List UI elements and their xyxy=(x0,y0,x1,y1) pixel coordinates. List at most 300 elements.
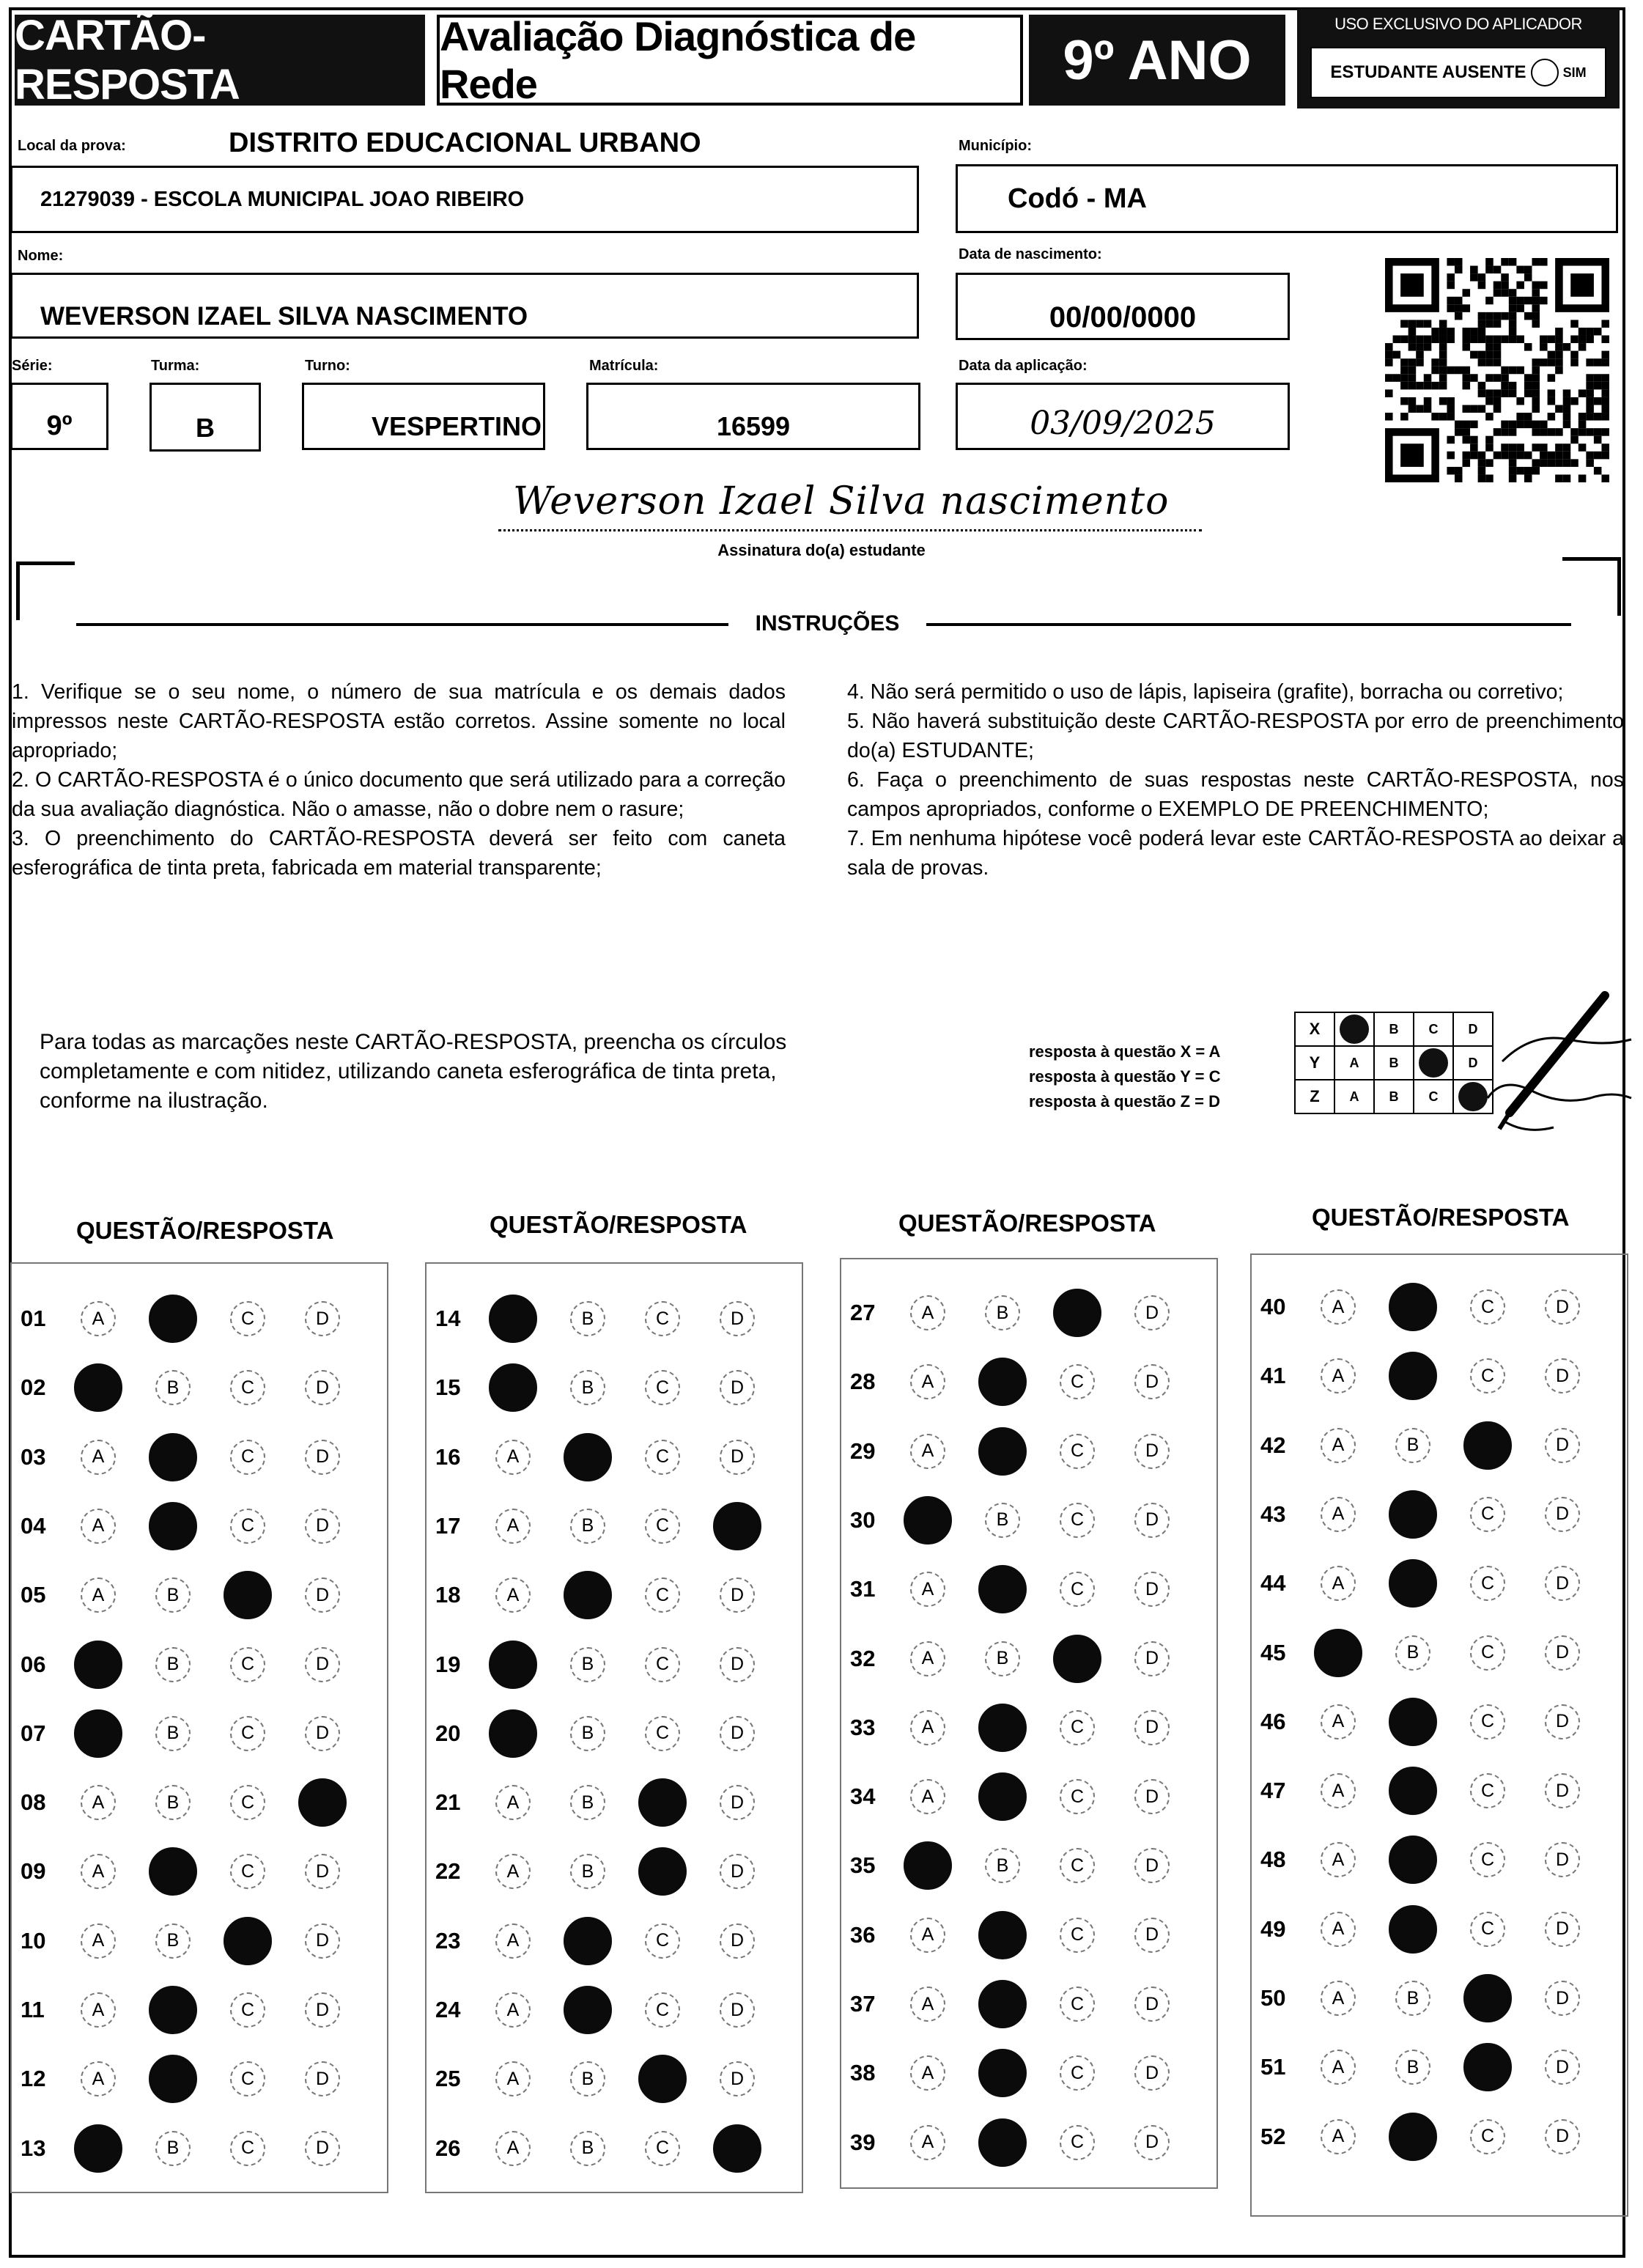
bubble-option[interactable]: C xyxy=(1470,2119,1505,2154)
bubble-filled[interactable] xyxy=(149,1295,197,1343)
bubble-option[interactable]: D xyxy=(720,1647,755,1682)
question-number: 24 xyxy=(435,1997,461,2022)
question-row xyxy=(1250,2033,1620,2102)
bubble-option[interactable]: D xyxy=(305,1992,340,2028)
bubble-filled[interactable] xyxy=(1389,1905,1437,1954)
question-row xyxy=(1250,1619,1620,1687)
bubble-filled[interactable] xyxy=(638,1778,687,1827)
bubble-option[interactable]: B xyxy=(570,2131,605,2166)
bubble-filled[interactable] xyxy=(1389,1698,1437,1746)
bubble-option[interactable]: D xyxy=(720,1716,755,1751)
question-number: 20 xyxy=(435,1720,461,1746)
question-number: 01 xyxy=(21,1306,46,1331)
question-row xyxy=(840,1762,1209,1831)
bubble-option[interactable]: C xyxy=(1060,1848,1095,1883)
bubble-option[interactable]: C xyxy=(1470,1912,1505,1947)
bubble-option[interactable]: D xyxy=(1545,1358,1580,1393)
question-row xyxy=(840,1278,1209,1347)
bubble-option[interactable]: B xyxy=(570,1301,605,1336)
instructions-rule-right xyxy=(926,623,1571,626)
question-row xyxy=(10,1907,380,1976)
bubble-option[interactable]: A xyxy=(1321,1773,1356,1808)
bubble-option[interactable]: B xyxy=(570,1370,605,1405)
question-row xyxy=(425,1561,794,1630)
aplicacao-field xyxy=(956,383,1290,450)
bubble-option[interactable]: A xyxy=(81,1854,116,1889)
example-legend-y: resposta à questão Y = C xyxy=(1029,1067,1221,1086)
bubble-filled[interactable] xyxy=(564,1917,612,1965)
bubble-option[interactable]: A xyxy=(910,1572,945,1607)
bubble-option[interactable]: D xyxy=(1545,1704,1580,1739)
bubble-option[interactable]: A xyxy=(1321,1566,1356,1601)
question-row xyxy=(840,1486,1209,1555)
bubble-option[interactable]: D xyxy=(1134,1641,1170,1676)
example-legend xyxy=(1029,1039,1220,1114)
bubble-option[interactable]: B xyxy=(570,2061,605,2096)
question-row xyxy=(10,1492,380,1561)
bubble-option[interactable]: D xyxy=(1134,1987,1170,2022)
bubble-option[interactable]: D xyxy=(1545,1912,1580,1947)
bubble-option[interactable]: B xyxy=(985,1641,1020,1676)
bubble-option[interactable]: A xyxy=(81,1440,116,1475)
bubble-option[interactable]: D xyxy=(720,1992,755,2028)
question-number: 45 xyxy=(1260,1639,1286,1665)
bubble-option[interactable]: C xyxy=(645,2131,680,2166)
bubble-option[interactable]: D xyxy=(1134,1710,1170,1745)
bubble-option[interactable]: D xyxy=(720,1577,755,1613)
bubble-option[interactable]: A xyxy=(81,1509,116,1544)
question-number: 49 xyxy=(1260,1915,1286,1942)
column-title: QUESTÃO/RESPOSTA xyxy=(490,1211,747,1238)
question-number: 31 xyxy=(850,1576,876,1602)
bubble-option[interactable]: C xyxy=(230,1440,265,1475)
bubble-option[interactable]: D xyxy=(1134,1503,1170,1538)
bubble-option[interactable]: D xyxy=(1134,2125,1170,2160)
pen-hand-illustration xyxy=(1458,988,1634,1157)
bubble-filled[interactable] xyxy=(978,1704,1027,1752)
bubble-option[interactable]: B xyxy=(570,1509,605,1544)
bubble-option[interactable]: A xyxy=(1321,1842,1356,1877)
bubble-option[interactable]: A xyxy=(1321,1358,1356,1393)
bubble-option[interactable]: C xyxy=(1470,1842,1505,1877)
bubble-filled[interactable] xyxy=(978,2049,1027,2097)
bubble-option[interactable]: A xyxy=(910,2055,945,2091)
question-row xyxy=(425,2044,794,2113)
bubble-option[interactable]: D xyxy=(1545,2050,1580,2085)
question-row xyxy=(840,1624,1209,1693)
question-number: 11 xyxy=(21,1997,45,2022)
bubble-option[interactable]: D xyxy=(720,1923,755,1959)
question-number: 02 xyxy=(21,1374,46,1401)
bubble-option[interactable]: A xyxy=(81,1992,116,2028)
bubble-option[interactable]: D xyxy=(720,1440,755,1475)
bubble-option[interactable]: D xyxy=(720,2061,755,2096)
bubble-option[interactable]: A xyxy=(1321,1497,1356,1532)
question-number: 51 xyxy=(1260,2054,1286,2080)
bubble-option[interactable]: C xyxy=(645,1716,680,1751)
bubble-filled[interactable] xyxy=(1389,1767,1437,1815)
bubble-option[interactable]: A xyxy=(81,1301,116,1336)
bubble-option[interactable]: C xyxy=(645,1577,680,1613)
example-option: B xyxy=(1374,1046,1414,1080)
bubble-option[interactable]: C xyxy=(1470,1497,1505,1532)
bubble-option[interactable]: B xyxy=(985,1295,1020,1330)
matricula-field xyxy=(586,383,920,450)
bubble-option[interactable]: C xyxy=(230,1854,265,1889)
bubble-filled[interactable] xyxy=(1053,1635,1101,1683)
bubble-option[interactable]: C xyxy=(230,1785,265,1820)
bubble-option[interactable]: C xyxy=(645,1923,680,1959)
bubble-option[interactable]: C xyxy=(230,1301,265,1336)
question-row xyxy=(10,1630,380,1699)
bubble-option[interactable]: D xyxy=(1545,1773,1580,1808)
bubble-filled[interactable] xyxy=(74,1709,122,1758)
bubble-option[interactable]: B xyxy=(985,1503,1020,1538)
question-row xyxy=(1250,1341,1620,1410)
question-number: 38 xyxy=(850,2060,876,2086)
question-row xyxy=(840,1555,1209,1624)
bubble-filled[interactable] xyxy=(904,1841,952,1890)
bubble-option[interactable]: C xyxy=(1060,1572,1095,1607)
bubble-option[interactable]: D xyxy=(305,1716,340,1751)
question-row xyxy=(425,1976,794,2044)
question-row xyxy=(1250,1756,1620,1825)
bubble-option[interactable]: A xyxy=(910,1295,945,1330)
question-number: 09 xyxy=(21,1858,46,1885)
bubble-option[interactable]: C xyxy=(1060,1918,1095,1953)
instructions-bracket-right xyxy=(1562,557,1621,616)
bubble-option[interactable]: A xyxy=(910,1710,945,1745)
bubble-option[interactable]: C xyxy=(645,1647,680,1682)
bubble-option[interactable]: A xyxy=(910,1987,945,2022)
bubble-option[interactable]: C xyxy=(1470,1704,1505,1739)
bubble-option[interactable]: D xyxy=(1545,1635,1580,1671)
serie-value: 9º xyxy=(46,410,73,441)
bubble-option[interactable]: C xyxy=(1060,1434,1095,1469)
local-label: Local da prova: xyxy=(18,138,126,154)
question-row xyxy=(10,1976,380,2044)
question-number: 29 xyxy=(850,1437,876,1464)
bubble-filled[interactable] xyxy=(1389,1283,1437,1331)
bubble-option[interactable]: D xyxy=(1134,1434,1170,1469)
bubble-option[interactable]: D xyxy=(1134,1779,1170,1814)
bubble-option[interactable]: A xyxy=(495,2131,531,2166)
bubble-option[interactable]: B xyxy=(1395,1981,1430,2016)
absent-label: ESTUDANTE AUSENTE xyxy=(1330,62,1526,82)
bubble-filled[interactable] xyxy=(1463,1421,1512,1470)
question-number: 25 xyxy=(435,2066,461,2092)
question-number: 23 xyxy=(435,1927,461,1954)
question-number: 35 xyxy=(850,1852,876,1879)
bubble-option[interactable]: B xyxy=(1395,1635,1430,1671)
bubble-option[interactable]: A xyxy=(1321,1704,1356,1739)
bubble-option[interactable]: B xyxy=(570,1716,605,1751)
question-row xyxy=(1250,1825,1620,1894)
question-row xyxy=(10,1423,380,1492)
bubble-filled[interactable] xyxy=(489,1709,537,1758)
bubble-option[interactable]: D xyxy=(305,1440,340,1475)
bubble-option[interactable]: C xyxy=(645,1301,680,1336)
bubble-filled[interactable] xyxy=(1389,1836,1437,1884)
question-number: 03 xyxy=(21,1443,46,1470)
bubble-filled[interactable] xyxy=(904,1496,952,1544)
bubble-filled[interactable] xyxy=(564,1433,612,1481)
instruction-6: 6. Faça o preenchimento de suas respostas neste CARTÃO-RESPOSTA, nos campos apropriados, conforme o EXEMPLO DE PREENCHIMENTO; xyxy=(847,768,1624,821)
bubble-option[interactable]: A xyxy=(495,2061,531,2096)
bubble-option[interactable]: D xyxy=(720,1785,755,1820)
municipio-field xyxy=(956,164,1618,233)
bubble-option[interactable]: D xyxy=(1545,1981,1580,2016)
question-number: 13 xyxy=(21,2135,46,2161)
bubble-filled[interactable] xyxy=(564,1571,612,1619)
bubble-option[interactable]: B xyxy=(155,1923,191,1959)
bubble-filled[interactable] xyxy=(978,1911,1027,1959)
bubble-option[interactable]: B xyxy=(155,1577,191,1613)
bubble-option[interactable]: A xyxy=(910,1918,945,1953)
example-option: A xyxy=(1334,1080,1374,1113)
bubble-option[interactable]: C xyxy=(230,2061,265,2096)
school-value: 21279039 - ESCOLA MUNICIPAL JOAO RIBEIRO xyxy=(40,187,525,211)
bubble-option[interactable]: D xyxy=(1545,1842,1580,1877)
question-number: 42 xyxy=(1260,1432,1286,1458)
nome-field xyxy=(10,273,919,339)
bubble-option[interactable]: C xyxy=(230,1370,265,1405)
question-row xyxy=(10,1699,380,1768)
matricula-value: 16599 xyxy=(716,411,791,441)
bubble-option[interactable]: D xyxy=(305,1509,340,1544)
bubble-option[interactable]: D xyxy=(1545,1497,1580,1532)
bubble-option[interactable]: B xyxy=(570,1854,605,1889)
bubble-option[interactable]: A xyxy=(81,2061,116,2096)
bubble-option[interactable]: D xyxy=(305,1370,340,1405)
bubble-option[interactable]: A xyxy=(910,1641,945,1676)
bubble-option[interactable]: B xyxy=(1395,2050,1430,2085)
bubble-filled[interactable] xyxy=(74,1641,122,1689)
bubble-option[interactable]: D xyxy=(1134,2055,1170,2091)
question-number: 15 xyxy=(435,1374,461,1401)
example-legend-z: resposta à questão Z = D xyxy=(1029,1092,1221,1111)
bubble-option[interactable]: D xyxy=(1545,1289,1580,1325)
bubble-option[interactable]: B xyxy=(155,1785,191,1820)
bubble-option[interactable]: D xyxy=(720,1370,755,1405)
bubble-option[interactable]: A xyxy=(1321,1912,1356,1947)
bubble-option[interactable]: C xyxy=(1470,1635,1505,1671)
bubble-option[interactable]: A xyxy=(81,1577,116,1613)
bubble-filled[interactable] xyxy=(1463,2043,1512,2091)
bubble-filled[interactable] xyxy=(74,1363,122,1412)
bubble-filled[interactable] xyxy=(978,1980,1027,2028)
bubble-option[interactable]: D xyxy=(1134,1848,1170,1883)
instruction-5: 5. Não haverá substituição deste CARTÃO-RESPOSTA por erro de preenchimento do(a) ESTUDANTE; xyxy=(847,710,1624,762)
question-number: 22 xyxy=(435,1858,461,1885)
bubble-filled[interactable] xyxy=(298,1778,347,1827)
signature-text: Weverson Izael Silva nascimento xyxy=(513,479,1170,523)
bubble-filled[interactable] xyxy=(713,2124,761,2173)
turno-label: Turno: xyxy=(305,358,350,374)
bubble-filled[interactable] xyxy=(638,2055,687,2103)
absent-bubble[interactable] xyxy=(1531,59,1559,86)
bubble-option[interactable]: A xyxy=(910,1434,945,1469)
bubble-option[interactable]: D xyxy=(1545,2119,1580,2154)
bubble-option[interactable]: C xyxy=(230,1992,265,2028)
bubble-option[interactable]: C xyxy=(1470,1566,1505,1601)
bubble-option[interactable]: D xyxy=(305,2061,340,2096)
bubble-option[interactable]: A xyxy=(495,1992,531,2028)
question-number: 52 xyxy=(1260,2123,1286,2149)
bubble-option[interactable]: D xyxy=(305,1854,340,1889)
bubble-option[interactable]: A xyxy=(910,1779,945,1814)
bubble-filled[interactable] xyxy=(1463,1974,1512,2022)
bubble-option[interactable]: A xyxy=(910,2125,945,2160)
bubble-option[interactable]: D xyxy=(720,1301,755,1336)
bubble-filled[interactable] xyxy=(224,1917,272,1965)
bubble-filled[interactable] xyxy=(1314,1629,1362,1677)
example-option: B xyxy=(1374,1012,1414,1046)
bubble-option[interactable]: C xyxy=(1060,1364,1095,1399)
bubble-option[interactable]: C xyxy=(1060,1987,1095,2022)
applicator-title: USO EXCLUSIVO DO APLICADOR xyxy=(1334,15,1582,33)
bubble-option[interactable]: C xyxy=(1470,1358,1505,1393)
bubble-option[interactable]: C xyxy=(1060,2055,1095,2091)
bubble-option[interactable]: D xyxy=(1134,1918,1170,1953)
bubble-option[interactable]: C xyxy=(1060,1710,1095,1745)
bubble-option[interactable]: A xyxy=(1321,1981,1356,2016)
question-number: 26 xyxy=(435,2135,461,2161)
bubble-filled[interactable] xyxy=(489,1295,537,1343)
bubble-filled[interactable] xyxy=(978,1358,1027,1406)
bubble-filled[interactable] xyxy=(978,1427,1027,1476)
bubble-option[interactable]: A xyxy=(495,1509,531,1544)
bubble-option[interactable]: A xyxy=(1321,1289,1356,1325)
turno-field xyxy=(302,383,545,450)
bubble-option[interactable]: D xyxy=(1134,1572,1170,1607)
bubble-filled[interactable] xyxy=(149,1986,197,2034)
bubble-option[interactable]: D xyxy=(305,1647,340,1682)
question-number: 16 xyxy=(435,1443,461,1470)
question-number: 05 xyxy=(21,1582,46,1608)
bubble-filled[interactable] xyxy=(149,2055,197,2103)
bubble-filled[interactable] xyxy=(149,1847,197,1896)
bubble-option[interactable]: D xyxy=(305,1577,340,1613)
bubble-option[interactable]: C xyxy=(230,1509,265,1544)
bubble-option[interactable]: B xyxy=(155,1370,191,1405)
bubble-option[interactable]: D xyxy=(1134,1364,1170,1399)
instruction-3: 3. O preenchimento do CARTÃO-RESPOSTA deverá ser feito com caneta esferográfica de tinta preta, fabricada em material transparente; xyxy=(12,827,786,880)
bubble-filled[interactable] xyxy=(489,1641,537,1689)
column-title: QUESTÃO/RESPOSTA xyxy=(1312,1204,1570,1231)
question-row xyxy=(425,1768,794,1837)
bubble-option[interactable]: B xyxy=(570,1647,605,1682)
bubble-option[interactable]: B xyxy=(155,1716,191,1751)
question-number: 33 xyxy=(850,1714,876,1740)
question-number: 50 xyxy=(1260,1985,1286,2011)
bubble-option[interactable]: B xyxy=(1395,1428,1430,1463)
bubble-option[interactable]: A xyxy=(495,1577,531,1613)
bubble-option[interactable]: C xyxy=(230,2131,265,2166)
question-row xyxy=(10,1837,380,1906)
bubble-option[interactable]: C xyxy=(1060,2125,1095,2160)
bubble-filled[interactable] xyxy=(564,1986,612,2034)
bubble-option[interactable]: A xyxy=(1321,2119,1356,2154)
bubble-option[interactable]: C xyxy=(230,1647,265,1682)
bubble-filled[interactable] xyxy=(638,1847,687,1896)
bubble-filled[interactable] xyxy=(149,1502,197,1550)
bubble-filled[interactable] xyxy=(1389,1490,1437,1539)
question-row xyxy=(840,1901,1209,1970)
bubble-option[interactable]: C xyxy=(645,1992,680,2028)
bubble-option[interactable]: D xyxy=(305,1301,340,1336)
bubble-option[interactable]: C xyxy=(645,1370,680,1405)
bubble-option[interactable]: B xyxy=(985,1848,1020,1883)
question-number: 43 xyxy=(1260,1501,1286,1527)
question-row xyxy=(10,2044,380,2113)
bubble-option[interactable]: B xyxy=(570,1785,605,1820)
bubble-option[interactable]: A xyxy=(495,1923,531,1959)
bubble-option[interactable]: D xyxy=(305,1923,340,1959)
bubble-option[interactable]: D xyxy=(305,2131,340,2166)
example-question-label: Y xyxy=(1295,1046,1334,1080)
bubble-filled[interactable] xyxy=(1389,2113,1437,2161)
bubble-option[interactable]: B xyxy=(155,1647,191,1682)
bubble-filled[interactable] xyxy=(978,2118,1027,2167)
bubble-option[interactable]: A xyxy=(1321,2050,1356,2085)
turno-value: VESPERTINO xyxy=(371,411,542,441)
bubble-option[interactable]: A xyxy=(1321,1428,1356,1463)
bubble-filled[interactable] xyxy=(1053,1289,1101,1337)
bubble-option[interactable]: C xyxy=(1060,1779,1095,1814)
bubble-option[interactable]: C xyxy=(1470,1289,1505,1325)
turma-label: Turma: xyxy=(151,358,200,374)
example-question-label: Z xyxy=(1295,1080,1334,1113)
bubble-option[interactable]: A xyxy=(495,1785,531,1820)
bubble-option[interactable]: C xyxy=(1470,1773,1505,1808)
serie-field xyxy=(10,383,108,450)
bubble-filled[interactable] xyxy=(978,1565,1027,1613)
bubble-option[interactable]: C xyxy=(645,1509,680,1544)
bubble-filled[interactable] xyxy=(149,1433,197,1481)
bubble-option[interactable]: D xyxy=(720,1854,755,1889)
bubble-filled[interactable] xyxy=(1389,1559,1437,1608)
bubble-option[interactable]: A xyxy=(81,1785,116,1820)
bubble-option[interactable]: A xyxy=(910,1364,945,1399)
bubble-option[interactable]: C xyxy=(1060,1503,1095,1538)
question-number: 27 xyxy=(850,1300,876,1325)
bubble-option[interactable]: C xyxy=(230,1716,265,1751)
question-row xyxy=(10,1353,380,1422)
question-number: 47 xyxy=(1260,1778,1286,1804)
question-number: 07 xyxy=(21,1720,46,1746)
bubble-option[interactable]: C xyxy=(645,1440,680,1475)
question-row xyxy=(425,1284,794,1353)
bubble-filled[interactable] xyxy=(713,1502,761,1550)
bubble-filled[interactable] xyxy=(1389,1352,1437,1400)
bubble-option[interactable]: B xyxy=(155,2131,191,2166)
bubble-option[interactable]: D xyxy=(1545,1566,1580,1601)
bubble-option[interactable]: D xyxy=(1545,1428,1580,1463)
example-filled-bubble xyxy=(1334,1012,1374,1046)
question-number: 06 xyxy=(21,1651,46,1677)
sheet-title: CARTÃO-RESPOSTA xyxy=(15,15,425,106)
bubble-option[interactable]: A xyxy=(495,1440,531,1475)
bubble-filled[interactable] xyxy=(224,1571,272,1619)
bubble-filled[interactable] xyxy=(489,1363,537,1412)
bubble-option[interactable]: D xyxy=(1134,1295,1170,1330)
turma-field xyxy=(149,383,261,452)
bubble-option[interactable]: A xyxy=(81,1923,116,1959)
bubble-option[interactable]: A xyxy=(495,1854,531,1889)
bubble-filled[interactable] xyxy=(74,2124,122,2173)
bubble-filled[interactable] xyxy=(978,1772,1027,1821)
